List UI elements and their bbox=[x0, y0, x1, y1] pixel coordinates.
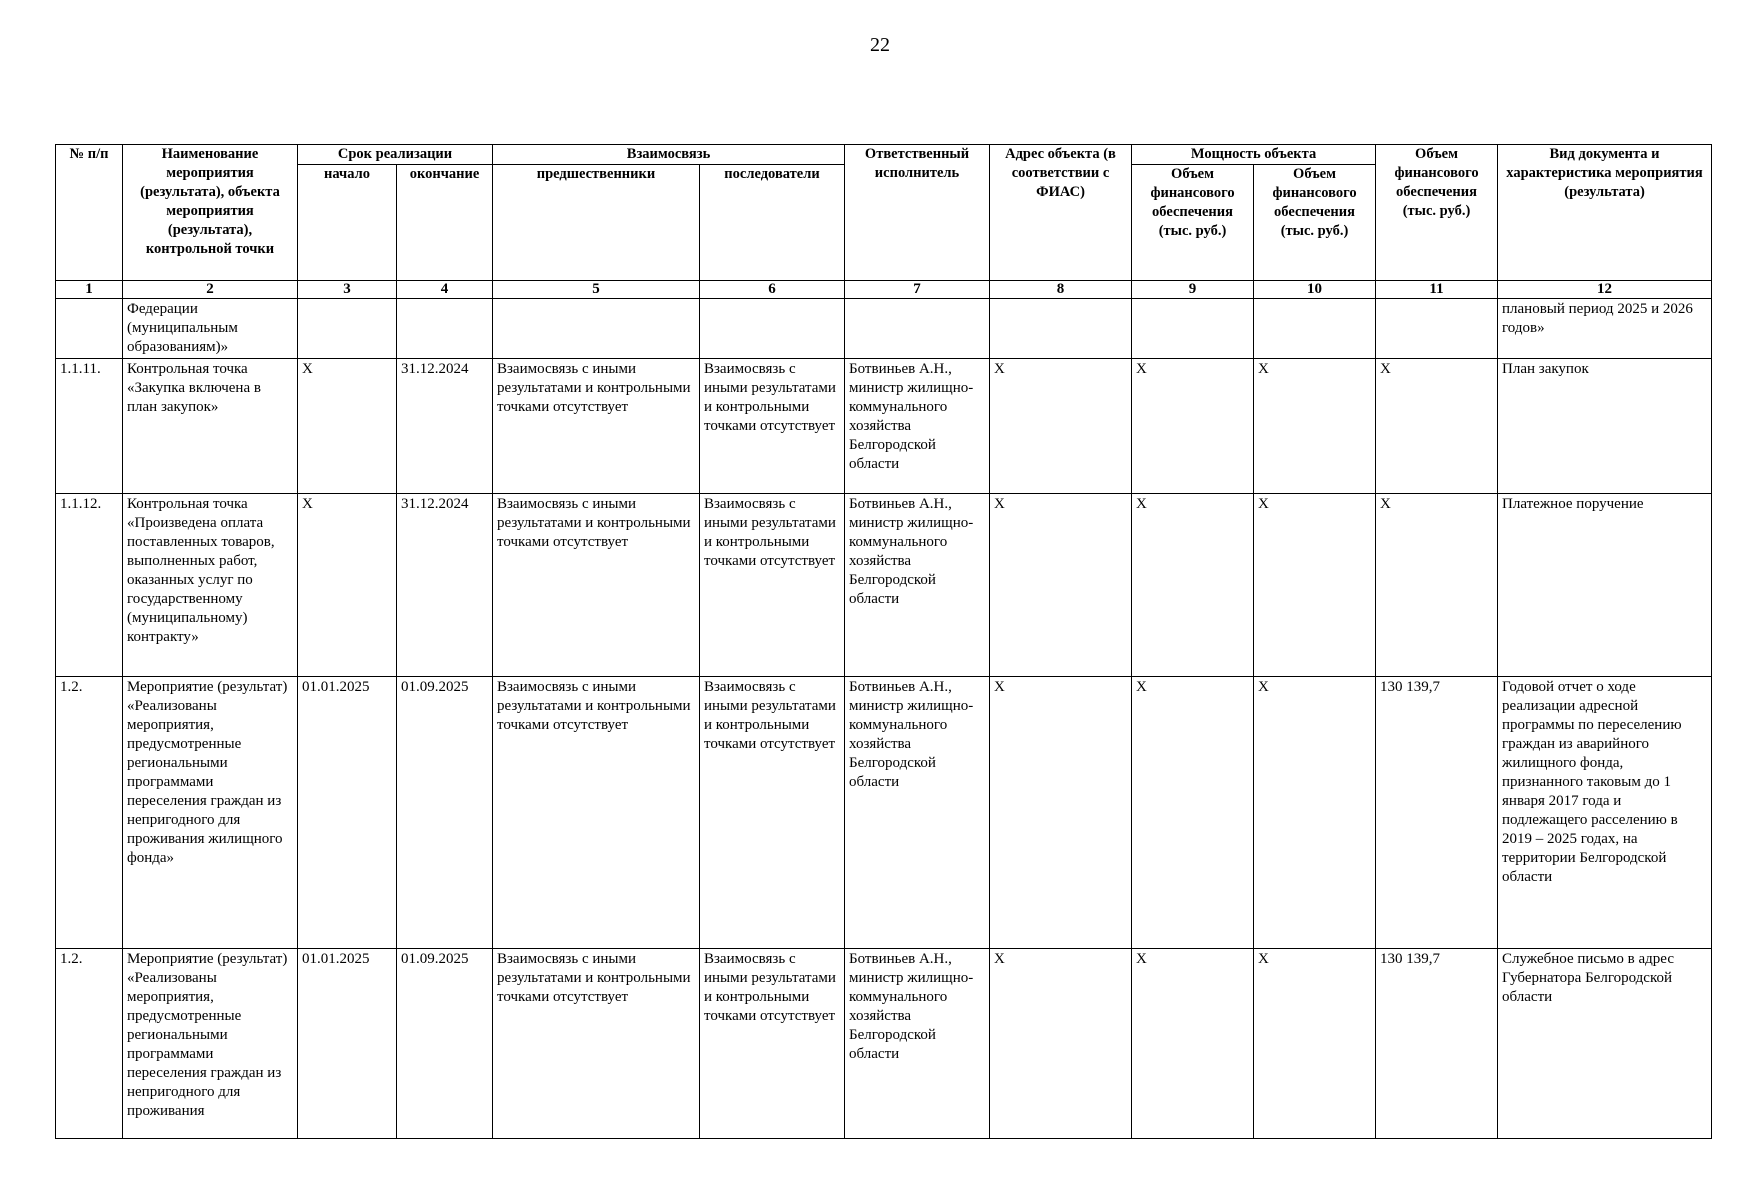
row-address: X bbox=[990, 949, 1132, 1139]
header-name: Наименование мероприятия (результата), объекта мероприятия (результата), контрольной точки bbox=[123, 145, 298, 281]
row-responsible: Ботвиньев А.Н., министр жилищно-коммунального хозяйства Белгородской области bbox=[845, 494, 990, 677]
page-number: 22 bbox=[870, 34, 890, 56]
header-start: начало bbox=[298, 165, 397, 281]
row-predecessors: Взаимосвязь с иными результатами и контрольными точками отсутствует bbox=[493, 494, 700, 677]
col-number: 12 bbox=[1498, 281, 1712, 299]
header-end: окончание bbox=[397, 165, 493, 281]
row-capacity-2: X bbox=[1254, 949, 1376, 1139]
row-name: Контрольная точка «Произведена оплата поставленных товаров, выполненных работ, оказанных услуг по государственному (муниципальному) контракту» bbox=[123, 494, 298, 677]
row-financing: 130 139,7 bbox=[1376, 677, 1498, 949]
row-successors: Взаимосвязь с иными результатами и контрольными точками отсутствует bbox=[700, 949, 845, 1139]
row-num bbox=[56, 299, 123, 359]
plan-table bbox=[55, 144, 1712, 1139]
row-capacity-1: X bbox=[1132, 359, 1254, 494]
row-name: Контрольная точка «Закупка включена в план закупок» bbox=[123, 359, 298, 494]
row-num: 1.1.11. bbox=[56, 359, 123, 494]
row-capacity-1 bbox=[1132, 299, 1254, 359]
row-capacity-2: X bbox=[1254, 359, 1376, 494]
col-number: 5 bbox=[493, 281, 700, 299]
row-predecessors: Взаимосвязь с иными результатами и контрольными точками отсутствует bbox=[493, 359, 700, 494]
row-start: 01.01.2025 bbox=[298, 677, 397, 949]
row-financing: X bbox=[1376, 359, 1498, 494]
row-responsible: Ботвиньев А.Н., министр жилищно-коммунального хозяйства Белгородской области bbox=[845, 949, 990, 1139]
col-number: 3 bbox=[298, 281, 397, 299]
row-document: Платежное поручение bbox=[1498, 494, 1712, 677]
row-end: 31.12.2024 bbox=[397, 359, 493, 494]
row-capacity-2: X bbox=[1254, 677, 1376, 949]
col-number: 7 bbox=[845, 281, 990, 299]
row-address: X bbox=[990, 494, 1132, 677]
col-number: 10 bbox=[1254, 281, 1376, 299]
row-end: 31.12.2024 bbox=[397, 494, 493, 677]
header-link-group: Взаимосвязь bbox=[493, 145, 845, 165]
col-number: 6 bbox=[700, 281, 845, 299]
table-row bbox=[56, 677, 1712, 949]
row-document: Служебное письмо в адрес Губернатора Белгородской области bbox=[1498, 949, 1712, 1139]
row-start: 01.01.2025 bbox=[298, 949, 397, 1139]
row-financing bbox=[1376, 299, 1498, 359]
col-number: 2 bbox=[123, 281, 298, 299]
row-address: X bbox=[990, 359, 1132, 494]
row-predecessors bbox=[493, 299, 700, 359]
row-capacity-1: X bbox=[1132, 494, 1254, 677]
row-predecessors: Взаимосвязь с иными результатами и контрольными точками отсутствует bbox=[493, 949, 700, 1139]
table-row bbox=[56, 359, 1712, 494]
row-responsible: Ботвиньев А.Н., министр жилищно-коммунального хозяйства Белгородской области bbox=[845, 677, 990, 949]
row-name: Мероприятие (результат) «Реализованы мероприятия, предусмотренные региональными программами переселения граждан из непригодного для проживания жилищного фонда» bbox=[123, 677, 298, 949]
row-start bbox=[298, 299, 397, 359]
row-capacity-1: X bbox=[1132, 949, 1254, 1139]
col-number: 1 bbox=[56, 281, 123, 299]
header-responsible: Ответственный исполнитель bbox=[845, 145, 990, 281]
row-financing: X bbox=[1376, 494, 1498, 677]
row-num: 1.1.12. bbox=[56, 494, 123, 677]
row-capacity-1: X bbox=[1132, 677, 1254, 949]
header-predecessors: предшественники bbox=[493, 165, 700, 281]
row-num: 1.2. bbox=[56, 949, 123, 1139]
row-responsible: Ботвиньев А.Н., министр жилищно-коммунального хозяйства Белгородской области bbox=[845, 359, 990, 494]
row-end: 01.09.2025 bbox=[397, 949, 493, 1139]
row-name: Мероприятие (результат) «Реализованы мероприятия, предусмотренные региональными программами переселения граждан из непригодного для проживания bbox=[123, 949, 298, 1139]
row-document: Годовой отчет о ходе реализации адресной программы по переселению граждан из аварийного жилищного фонда, признанного таковым до 1 января 2017 года и подлежащего расселению в 2019 – 2025 годах, на территории Белгородской области bbox=[1498, 677, 1712, 949]
header-capacity-group: Мощность объекта bbox=[1132, 145, 1376, 165]
row-financing: 130 139,7 bbox=[1376, 949, 1498, 1139]
header-capacity-1: Объем финансового обеспечения (тыс. руб.) bbox=[1132, 165, 1254, 281]
row-end bbox=[397, 299, 493, 359]
row-start: X bbox=[298, 494, 397, 677]
table-row bbox=[56, 949, 1712, 1139]
col-number: 4 bbox=[397, 281, 493, 299]
row-name: Федерации (муниципальным образованиям)» bbox=[123, 299, 298, 359]
header-capacity-2: Объем финансового обеспечения (тыс. руб.) bbox=[1254, 165, 1376, 281]
row-document: План закупок bbox=[1498, 359, 1712, 494]
header-successors: последователи bbox=[700, 165, 845, 281]
row-successors bbox=[700, 299, 845, 359]
row-responsible bbox=[845, 299, 990, 359]
table-row bbox=[56, 494, 1712, 677]
row-successors: Взаимосвязь с иными результатами и контрольными точками отсутствует bbox=[700, 494, 845, 677]
col-number: 8 bbox=[990, 281, 1132, 299]
row-predecessors: Взаимосвязь с иными результатами и контрольными точками отсутствует bbox=[493, 677, 700, 949]
row-address: X bbox=[990, 677, 1132, 949]
row-document: плановый период 2025 и 2026 годов» bbox=[1498, 299, 1712, 359]
row-capacity-2 bbox=[1254, 299, 1376, 359]
row-address bbox=[990, 299, 1132, 359]
table-row bbox=[56, 299, 1712, 359]
header-term-group: Срок реализации bbox=[298, 145, 493, 165]
col-number: 11 bbox=[1376, 281, 1498, 299]
header-address: Адрес объекта (в соответствии с ФИАС) bbox=[990, 145, 1132, 281]
row-capacity-2: X bbox=[1254, 494, 1376, 677]
header-financing: Объем финансового обеспечения (тыс. руб.) bbox=[1376, 145, 1498, 281]
row-successors: Взаимосвязь с иными результатами и контрольными точками отсутствует bbox=[700, 677, 845, 949]
row-start: X bbox=[298, 359, 397, 494]
header-num: № п/п bbox=[56, 145, 123, 281]
row-end: 01.09.2025 bbox=[397, 677, 493, 949]
row-num: 1.2. bbox=[56, 677, 123, 949]
col-number: 9 bbox=[1132, 281, 1254, 299]
row-successors: Взаимосвязь с иными результатами и контрольными точками отсутствует bbox=[700, 359, 845, 494]
header-document: Вид документа и характеристика мероприятия (результата) bbox=[1498, 145, 1712, 281]
